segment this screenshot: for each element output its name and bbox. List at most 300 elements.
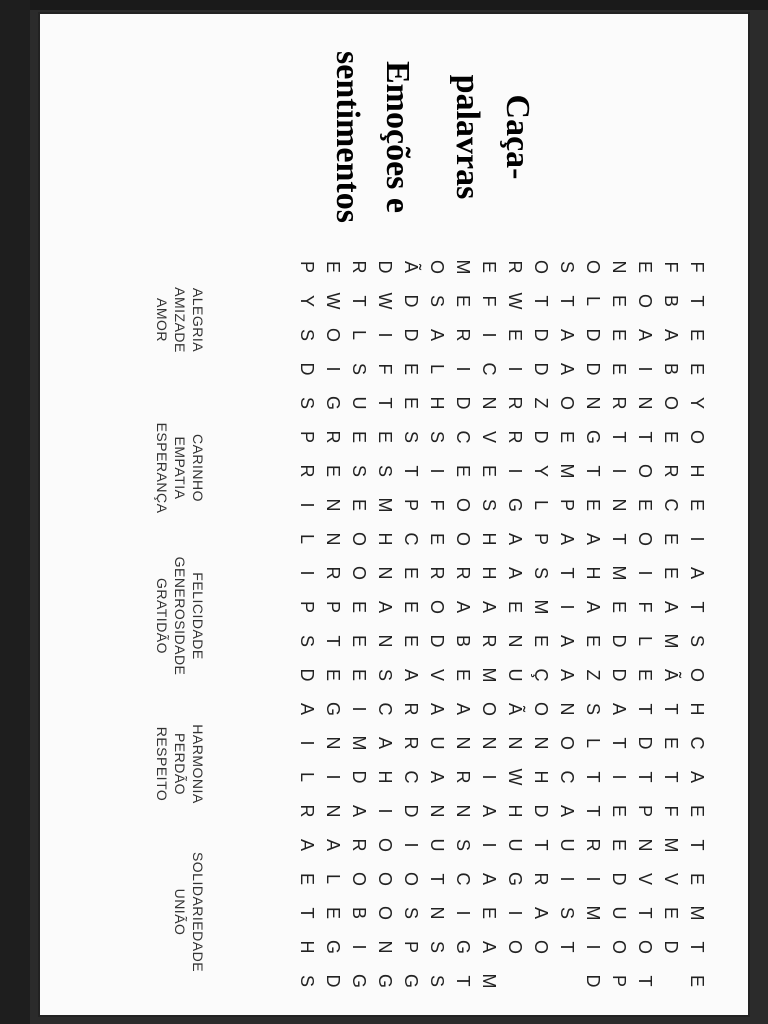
grid-letter: A bbox=[427, 770, 448, 783]
grid-letter: D bbox=[609, 872, 630, 886]
grid-letter: P bbox=[557, 498, 578, 511]
word-item: PERDÃO bbox=[172, 732, 188, 796]
grid-letter: C bbox=[479, 362, 500, 376]
grid-letter: M bbox=[531, 599, 552, 615]
grid-letter: L bbox=[583, 295, 604, 306]
grid-letter: E bbox=[687, 328, 708, 341]
grid-letter: I bbox=[505, 366, 526, 372]
worksheet-page bbox=[38, 12, 750, 1017]
grid-letter: E bbox=[531, 634, 552, 647]
grid-letter: S bbox=[427, 974, 448, 987]
grid-letter: T bbox=[583, 465, 604, 477]
grid-letter: E bbox=[349, 600, 370, 613]
word-item: UNIÃO bbox=[172, 888, 188, 936]
grid-letter: S bbox=[297, 328, 318, 341]
grid-letter: S bbox=[479, 498, 500, 511]
grid-letter: T bbox=[323, 635, 344, 647]
grid-letter: O bbox=[557, 735, 578, 750]
grid-letter: G bbox=[323, 939, 344, 954]
grid-letter: N bbox=[557, 702, 578, 716]
grid-letter: A bbox=[557, 634, 578, 647]
grid-letter: T bbox=[635, 975, 656, 987]
title-line-3: Emoções e bbox=[379, 60, 416, 213]
grid-letter: O bbox=[635, 293, 656, 308]
grid-letter: I bbox=[349, 706, 370, 712]
grid-letter: E bbox=[505, 600, 526, 613]
grid-letter: I bbox=[505, 468, 526, 474]
grid-letter: E bbox=[323, 668, 344, 681]
grid-letter: H bbox=[505, 804, 526, 818]
grid-letter: S bbox=[531, 566, 552, 579]
grid-letter: M bbox=[479, 667, 500, 683]
grid-letter: R bbox=[349, 838, 370, 852]
grid-letter: T bbox=[531, 295, 552, 307]
grid-letter: N bbox=[453, 736, 474, 750]
grid-letter: P bbox=[297, 600, 318, 613]
grid-letter: M bbox=[375, 497, 396, 513]
grid-letter: W bbox=[505, 292, 526, 310]
grid-letter: I bbox=[349, 944, 370, 950]
grid-letter: Y bbox=[531, 464, 552, 477]
grid-letter: H bbox=[479, 566, 500, 580]
grid-letter: E bbox=[479, 260, 500, 273]
grid-letter: I bbox=[427, 468, 448, 474]
grid-letter: S bbox=[557, 260, 578, 273]
grid-letter: T bbox=[609, 737, 630, 749]
grid-letter: O bbox=[531, 259, 552, 274]
grid-letter: A bbox=[479, 872, 500, 885]
top-dark-border bbox=[0, 0, 768, 10]
grid-letter: D bbox=[609, 634, 630, 648]
grid-letter: T bbox=[635, 703, 656, 715]
grid-letter: E bbox=[349, 430, 370, 443]
grid-letter: N bbox=[323, 804, 344, 818]
word-item: AMOR bbox=[154, 298, 170, 342]
grid-letter: C bbox=[557, 770, 578, 784]
grid-letter: B bbox=[661, 294, 682, 307]
grid-letter: T bbox=[687, 601, 708, 613]
grid-letter: O bbox=[635, 463, 656, 478]
grid-letter: T bbox=[583, 771, 604, 783]
grid-letter: T bbox=[687, 941, 708, 953]
grid-letter: D bbox=[401, 294, 422, 308]
grid-letter: A bbox=[635, 328, 656, 341]
word-item: SOLIDARIEDADE bbox=[190, 851, 206, 973]
grid-letter: R bbox=[505, 260, 526, 274]
grid-letter: L bbox=[427, 363, 448, 374]
grid-letter: Ã bbox=[401, 260, 422, 273]
grid-letter: A bbox=[505, 566, 526, 579]
grid-letter: F bbox=[661, 805, 682, 817]
grid-letter: N bbox=[583, 396, 604, 410]
grid-letter: G bbox=[453, 939, 474, 954]
grid-letter: A bbox=[687, 566, 708, 579]
grid-letter: A bbox=[401, 668, 422, 681]
grid-letter: I bbox=[687, 536, 708, 542]
grid-letter: N bbox=[609, 498, 630, 512]
word-item: FELICIDADE bbox=[190, 572, 206, 660]
grid-letter: D bbox=[583, 974, 604, 988]
grid-letter: E bbox=[427, 532, 448, 545]
grid-letter: I bbox=[479, 842, 500, 848]
grid-letter: G bbox=[583, 429, 604, 444]
grid-letter: L bbox=[583, 737, 604, 748]
grid-letter: A bbox=[557, 668, 578, 681]
grid-letter: O bbox=[557, 395, 578, 410]
grid-letter: S bbox=[583, 702, 604, 715]
grid-letter: T bbox=[557, 567, 578, 579]
grid-letter: E bbox=[609, 294, 630, 307]
grid-letter: I bbox=[323, 366, 344, 372]
grid-letter: A bbox=[427, 702, 448, 715]
grid-letter: I bbox=[479, 774, 500, 780]
grid-letter: V bbox=[635, 872, 656, 885]
grid-letter: I bbox=[479, 332, 500, 338]
grid-letter: A bbox=[687, 770, 708, 783]
grid-letter: T bbox=[661, 703, 682, 715]
grid-letter: E bbox=[661, 736, 682, 749]
grid-letter: N bbox=[323, 498, 344, 512]
grid-letter: R bbox=[531, 872, 552, 886]
grid-letter: F bbox=[661, 261, 682, 273]
grid-letter: D bbox=[453, 396, 474, 410]
grid-letter: B bbox=[661, 362, 682, 375]
grid-letter: A bbox=[661, 600, 682, 613]
grid-letter: O bbox=[349, 871, 370, 886]
grid-letter: I bbox=[609, 468, 630, 474]
grid-letter: I bbox=[297, 740, 318, 746]
grid-letter: N bbox=[323, 736, 344, 750]
grid-letter: M bbox=[687, 905, 708, 921]
grid-letter: E bbox=[297, 872, 318, 885]
grid-letter: I bbox=[609, 774, 630, 780]
grid-letter: D bbox=[609, 668, 630, 682]
grid-letter: A bbox=[505, 532, 526, 545]
grid-letter: E bbox=[635, 260, 656, 273]
grid-letter: D bbox=[661, 940, 682, 954]
grid-letter: L bbox=[531, 499, 552, 510]
rotated-content bbox=[40, 14, 752, 1019]
grid-letter: H bbox=[583, 566, 604, 580]
grid-letter: O bbox=[375, 905, 396, 920]
title-line-2: palavras bbox=[449, 74, 486, 200]
grid-letter: S bbox=[349, 362, 370, 375]
grid-letter: O bbox=[401, 871, 422, 886]
grid-letter: I bbox=[401, 842, 422, 848]
grid-letter: F bbox=[479, 295, 500, 307]
grid-letter: M bbox=[609, 565, 630, 581]
grid-letter: A bbox=[557, 362, 578, 375]
grid-letter: E bbox=[635, 668, 656, 681]
grid-letter: T bbox=[453, 975, 474, 987]
grid-letter: E bbox=[401, 566, 422, 579]
grid-letter: E bbox=[453, 668, 474, 681]
grid-letter: E bbox=[453, 294, 474, 307]
grid-letter: N bbox=[375, 634, 396, 648]
word-column bbox=[153, 546, 207, 686]
grid-letter: E bbox=[661, 532, 682, 545]
grid-letter: Ç bbox=[531, 668, 552, 682]
grid-letter: I bbox=[297, 502, 318, 508]
grid-letter: S bbox=[297, 396, 318, 409]
grid-letter: T bbox=[401, 465, 422, 477]
grid-letter: T bbox=[583, 805, 604, 817]
grid-letter: R bbox=[323, 430, 344, 444]
grid-letter: P bbox=[609, 974, 630, 987]
grid-letter bbox=[528, 964, 554, 998]
grid-letter: W bbox=[375, 292, 396, 310]
grid-letter: H bbox=[427, 396, 448, 410]
grid-letter: E bbox=[401, 362, 422, 375]
grid-letter: S bbox=[401, 430, 422, 443]
grid-letter: D bbox=[297, 668, 318, 682]
word-item: ESPERANÇA bbox=[154, 422, 170, 514]
grid-letter: A bbox=[375, 600, 396, 613]
grid-letter: Ã bbox=[505, 702, 526, 715]
grid-letter: R bbox=[401, 736, 422, 750]
grid-letter: G bbox=[505, 871, 526, 886]
grid-letter bbox=[554, 964, 580, 998]
grid-letter: A bbox=[297, 838, 318, 851]
grid-letter: A bbox=[349, 804, 370, 817]
grid-letter: E bbox=[661, 906, 682, 919]
grid-letter: Y bbox=[297, 294, 318, 307]
grid-letter: S bbox=[453, 838, 474, 851]
grid-letter: H bbox=[375, 770, 396, 784]
grid-letter: R bbox=[427, 566, 448, 580]
grid-letter: R bbox=[609, 396, 630, 410]
grid-letter: L bbox=[323, 873, 344, 884]
grid-letter: E bbox=[609, 804, 630, 817]
grid-letter: M bbox=[479, 973, 500, 989]
grid-letter: A bbox=[375, 736, 396, 749]
grid-letter: E bbox=[557, 430, 578, 443]
grid-letter: O bbox=[635, 531, 656, 546]
grid-letter: D bbox=[531, 328, 552, 342]
grid-letter: T bbox=[297, 907, 318, 919]
grid-letter: R bbox=[505, 396, 526, 410]
grid-letter: A bbox=[583, 532, 604, 545]
grid-letter: U bbox=[427, 736, 448, 750]
grid-letter bbox=[658, 964, 684, 998]
grid-letter: E bbox=[609, 600, 630, 613]
grid-letter: T bbox=[349, 295, 370, 307]
grid-letter: G bbox=[505, 497, 526, 512]
grid-letter: L bbox=[297, 533, 318, 544]
grid-letter: P bbox=[297, 260, 318, 273]
title-line-1: Caça- bbox=[499, 94, 536, 180]
grid-letter: D bbox=[297, 362, 318, 376]
grid-letter: W bbox=[505, 768, 526, 786]
grid-letter: F bbox=[635, 601, 656, 613]
grid-letter: T bbox=[635, 907, 656, 919]
grid-letter: O bbox=[375, 871, 396, 886]
grid-letter: U bbox=[349, 396, 370, 410]
grid-letter: A bbox=[297, 702, 318, 715]
grid-letter: R bbox=[661, 464, 682, 478]
grid-letter: E bbox=[609, 328, 630, 341]
grid-letter: O bbox=[453, 497, 474, 512]
grid-letter: H bbox=[479, 532, 500, 546]
grid-letter: T bbox=[661, 771, 682, 783]
grid-letter: N bbox=[453, 804, 474, 818]
grid-letter: A bbox=[479, 804, 500, 817]
grid-letter: P bbox=[401, 940, 422, 953]
grid-letter: D bbox=[323, 974, 344, 988]
grid-letter: B bbox=[349, 906, 370, 919]
grid-letter: E bbox=[505, 328, 526, 341]
grid-letter: E bbox=[349, 498, 370, 511]
grid-letter: L bbox=[297, 771, 318, 782]
grid-letter: S bbox=[557, 906, 578, 919]
grid-letter: E bbox=[401, 396, 422, 409]
grid-letter: N bbox=[635, 838, 656, 852]
grid-letter: T bbox=[375, 397, 396, 409]
grid-letter: S bbox=[375, 464, 396, 477]
grid-letter: G bbox=[349, 973, 370, 988]
word-item: GENEROSIDADE bbox=[172, 556, 188, 676]
grid-letter: E bbox=[583, 634, 604, 647]
grid-letter: D bbox=[531, 430, 552, 444]
grid-letter: N bbox=[505, 634, 526, 648]
grid-letter: I bbox=[635, 366, 656, 372]
grid-letter: D bbox=[531, 804, 552, 818]
grid-letter: N bbox=[323, 532, 344, 546]
grid-letter: E bbox=[583, 498, 604, 511]
grid-letter: C bbox=[453, 872, 474, 886]
grid-letter: G bbox=[323, 395, 344, 410]
grid-letter: O bbox=[427, 259, 448, 274]
grid-letter: S bbox=[427, 294, 448, 307]
grid-letter: S bbox=[349, 464, 370, 477]
title-line-4: sentimentos bbox=[329, 51, 366, 223]
grid-letter: L bbox=[349, 329, 370, 340]
grid-letter: U bbox=[557, 838, 578, 852]
grid-letter: T bbox=[427, 873, 448, 885]
grid-letter: E bbox=[375, 430, 396, 443]
grid-letter: S bbox=[297, 634, 318, 647]
grid-letter: I bbox=[297, 570, 318, 576]
grid-letter: C bbox=[375, 702, 396, 716]
grid-letter: A bbox=[557, 532, 578, 545]
word-item: RESPEITO bbox=[154, 726, 170, 802]
word-item: ALEGRIA bbox=[190, 287, 206, 353]
grid-letter: T bbox=[557, 295, 578, 307]
grid-letter: T bbox=[635, 771, 656, 783]
grid-letter: H bbox=[297, 940, 318, 954]
grid-letter: P bbox=[635, 804, 656, 817]
grid-letter: S bbox=[427, 430, 448, 443]
grid-letter: D bbox=[375, 260, 396, 274]
grid-letter: G bbox=[375, 973, 396, 988]
grid-letter: C bbox=[687, 736, 708, 750]
grid-letter: E bbox=[687, 974, 708, 987]
letter-grid bbox=[294, 250, 710, 998]
grid-letter: B bbox=[453, 634, 474, 647]
grid-letter: U bbox=[609, 906, 630, 920]
grid-letter: N bbox=[531, 736, 552, 750]
grid-letter: E bbox=[323, 464, 344, 477]
grid-letter: A bbox=[557, 804, 578, 817]
grid-letter: I bbox=[375, 808, 396, 814]
word-column bbox=[153, 694, 207, 834]
grid-letter: I bbox=[453, 366, 474, 372]
grid-letter: G bbox=[323, 701, 344, 716]
grid-letter: O bbox=[531, 939, 552, 954]
grid-letter: Ã bbox=[661, 668, 682, 681]
grid-letter: R bbox=[297, 464, 318, 478]
title-block bbox=[72, 32, 712, 242]
grid-letter: O bbox=[427, 599, 448, 614]
grid-letter: I bbox=[375, 332, 396, 338]
grid-letter: F bbox=[687, 261, 708, 273]
grid-letter: I bbox=[635, 570, 656, 576]
grid-letter: T bbox=[687, 839, 708, 851]
grid-letter: Z bbox=[531, 397, 552, 409]
grid-letter: A bbox=[427, 328, 448, 341]
grid-letter: R bbox=[401, 702, 422, 716]
grid-letter: D bbox=[635, 736, 656, 750]
grid-letter: E bbox=[687, 804, 708, 817]
grid-letter: O bbox=[531, 701, 552, 716]
grid-letter: A bbox=[583, 600, 604, 613]
grid-letter: H bbox=[687, 464, 708, 478]
grid-letter bbox=[502, 964, 528, 998]
grid-letter: T bbox=[531, 839, 552, 851]
grid-letter: E bbox=[635, 498, 656, 511]
grid-letter: A bbox=[453, 600, 474, 613]
grid-letter: M bbox=[661, 633, 682, 649]
grid-letter: D bbox=[583, 328, 604, 342]
grid-letter: L bbox=[635, 635, 656, 646]
grid-letter: A bbox=[453, 702, 474, 715]
grid-letter: O bbox=[687, 429, 708, 444]
grid-letter: A bbox=[323, 838, 344, 851]
grid-letter: S bbox=[375, 668, 396, 681]
grid-letter: E bbox=[401, 600, 422, 613]
grid-letter: G bbox=[401, 973, 422, 988]
grid-letter: E bbox=[479, 906, 500, 919]
grid-letter: A bbox=[531, 906, 552, 919]
grid-letter: U bbox=[505, 668, 526, 682]
grid-letter: M bbox=[661, 837, 682, 853]
grid-letter: O bbox=[479, 701, 500, 716]
grid-letter: D bbox=[349, 770, 370, 784]
grid-letter: T bbox=[635, 431, 656, 443]
left-dark-border bbox=[0, 0, 30, 1024]
grid-letter: M bbox=[583, 905, 604, 921]
grid-letter: N bbox=[479, 736, 500, 750]
grid-letter: R bbox=[583, 838, 604, 852]
word-list bbox=[67, 250, 207, 990]
grid-letter: T bbox=[687, 295, 708, 307]
word-item: HARMONIA bbox=[190, 724, 206, 804]
grid-letter: E bbox=[687, 872, 708, 885]
grid-letter: H bbox=[687, 702, 708, 716]
grid-letter: I bbox=[583, 944, 604, 950]
grid-letter: E bbox=[661, 566, 682, 579]
grid-letter: I bbox=[323, 774, 344, 780]
grid-letter: S bbox=[401, 906, 422, 919]
grid-letter: E bbox=[609, 838, 630, 851]
grid-letter: Z bbox=[583, 669, 604, 681]
grid-letter: O bbox=[661, 395, 682, 410]
grid-letter: U bbox=[427, 838, 448, 852]
grid-letter: S bbox=[687, 634, 708, 647]
grid-letter: E bbox=[687, 498, 708, 511]
grid-letter: R bbox=[505, 430, 526, 444]
grid-letter: N bbox=[479, 396, 500, 410]
